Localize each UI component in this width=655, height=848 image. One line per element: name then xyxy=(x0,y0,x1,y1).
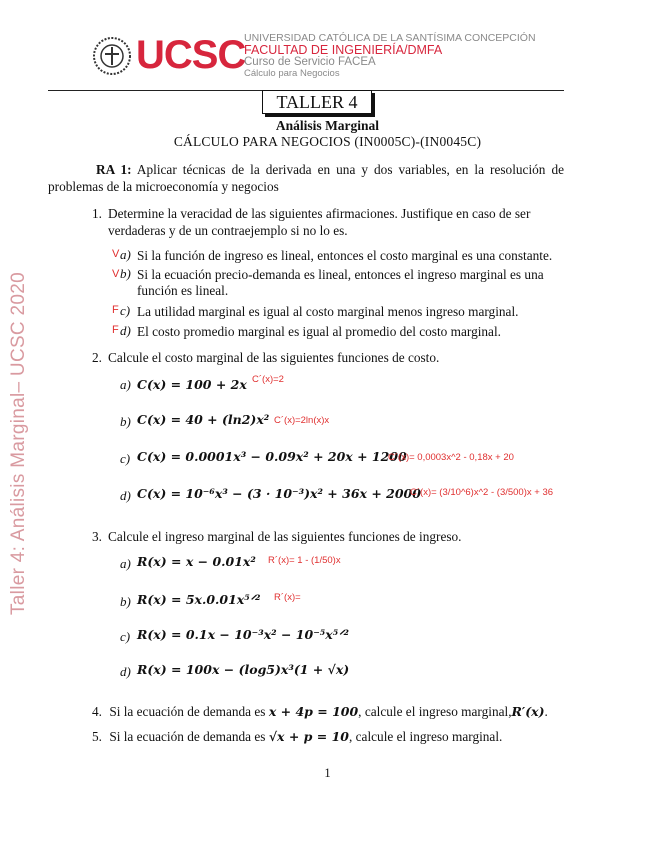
q1b-label: b) xyxy=(120,266,131,281)
title-subtitle: Análisis Marginal xyxy=(275,118,380,133)
q3-number: 3. xyxy=(92,529,102,544)
q3b-label: b) xyxy=(120,594,131,609)
q1-line2: verdaderas y de un contraejemplo si no lo es. xyxy=(108,223,348,238)
q4-number: 4. xyxy=(92,704,102,719)
header-faculty: FACULTAD DE INGENIERÍA/DMFA xyxy=(244,43,443,57)
q2c-formula: C(x) = 0.0001x³ − 0.09x² + 20x + 1200 xyxy=(137,449,407,464)
q1c-text: La utilidad marginal es igual al costo marginal menos ingreso marginal. xyxy=(137,304,519,319)
page-number: 1 xyxy=(324,766,331,780)
q1c-label: c) xyxy=(120,303,131,318)
q1a-label: a) xyxy=(120,247,131,262)
q4-formula2: R′(x) xyxy=(511,704,545,719)
side-watermark-text: Taller 4: Análisis Marginal– UCSC 2020 xyxy=(8,272,29,615)
q5-number: 5. xyxy=(92,729,102,744)
q3a-answer: R´(x)= 1 - (1/50)x xyxy=(268,555,341,566)
ra-label: RA 1: xyxy=(96,162,132,177)
q3-text: Calcule el ingreso marginal de las siguientes funciones de ingreso. xyxy=(108,529,462,544)
header-course-name: Cálculo para Negocios xyxy=(244,68,340,79)
q5-formula: √x + p = 10 xyxy=(268,729,349,744)
q4-text3: . xyxy=(544,704,548,719)
q2a-label: a) xyxy=(120,377,131,392)
q1d-text: El costo promedio marginal es igual al promedio del costo marginal. xyxy=(137,324,501,339)
ra-text: Aplicar técnicas de la derivada en una y dos variables, en la resolución de problemas de la microeconomía y negocios xyxy=(48,162,565,194)
q1b-mark: V xyxy=(112,268,120,280)
q1a-mark: V xyxy=(112,248,120,260)
ucsc-logo: UCSC xyxy=(136,33,246,77)
q2-text: Calcule el costo marginal de las siguientes funciones de costo. xyxy=(108,350,440,365)
q2a-answer: C´(x)=2 xyxy=(252,374,284,385)
q1b-text2: función es lineal. xyxy=(137,283,229,298)
q1d-mark: F xyxy=(112,324,119,336)
q1-line1: Determine la veracidad de las siguientes afirmaciones. Justifique en caso de ser xyxy=(108,206,531,221)
ra-paragraph xyxy=(48,161,564,195)
q1d-label: d) xyxy=(120,323,131,338)
q2b-answer: C´(x)=2ln(x)x xyxy=(274,415,330,426)
q2a-formula: C(x) = 100 + 2x xyxy=(137,377,247,392)
university-seal xyxy=(92,36,132,76)
q3a-label: a) xyxy=(120,556,131,571)
title-course: CÁLCULO PARA NEGOCIOS (IN0005C)-(IN0045C) xyxy=(173,134,482,149)
title-box xyxy=(262,90,372,114)
q3a-formula: R(x) = x − 0.01x² xyxy=(137,554,256,569)
q1a-text: Si la función de ingreso es lineal, entonces el costo marginal es una constante. xyxy=(137,248,553,263)
q5-text2: , calcule el ingreso marginal. xyxy=(349,729,503,744)
q5-text: Si la ecuación de demanda es xyxy=(109,729,266,744)
q2d-answer: C´(x)= (3/10^6)x^2 - (3/500)x + 36 xyxy=(410,487,554,498)
q2c-label: c) xyxy=(120,451,131,466)
q4-line xyxy=(92,703,548,720)
q4-text: Si la ecuación de demanda es xyxy=(109,704,266,719)
q2d-formula: C(x) = 10⁻⁶x³ − (3 · 10⁻³)x² + 36x + 2000 xyxy=(137,486,421,501)
header-university: UNIVERSIDAD CATÓLICA DE LA SANTÍSIMA CONCEPCIÓN xyxy=(244,32,536,44)
q3d-formula: R(x) = 100x − (log5)x³(1 + √x) xyxy=(137,662,350,677)
q1c-mark: F xyxy=(112,304,119,316)
q2d-label: d) xyxy=(120,488,131,503)
q3b-answer: R´(x)= xyxy=(274,592,301,603)
q5-line xyxy=(92,728,502,745)
q3c-formula: R(x) = 0.1x − 10⁻³x² − 10⁻⁵x⁵ᐟ² xyxy=(137,627,349,642)
q4-text2: , calcule el ingreso marginal, xyxy=(358,704,512,719)
q3d-label: d) xyxy=(120,664,131,679)
q1-number: 1. xyxy=(92,206,102,221)
q2b-formula: C(x) = 40 + (ln2)x² xyxy=(137,412,270,427)
q2b-label: b) xyxy=(120,414,131,429)
q2-number: 2. xyxy=(92,350,102,365)
q4-formula: x + 4p = 100 xyxy=(268,704,359,719)
header-course-service: Curso de Servicio FACEA xyxy=(244,56,376,68)
q2c-answer: C´(x)= 0,0003x^2 - 0,18x + 20 xyxy=(388,452,514,463)
q1b-text: Si la ecuación precio-demanda es lineal, entonces el ingreso marginal es una xyxy=(137,267,544,282)
title-main: TALLER 4 xyxy=(276,92,358,112)
q3c-label: c) xyxy=(120,629,131,644)
q3b-formula: R(x) = 5x.0.01x⁵ᐟ² xyxy=(137,592,261,607)
